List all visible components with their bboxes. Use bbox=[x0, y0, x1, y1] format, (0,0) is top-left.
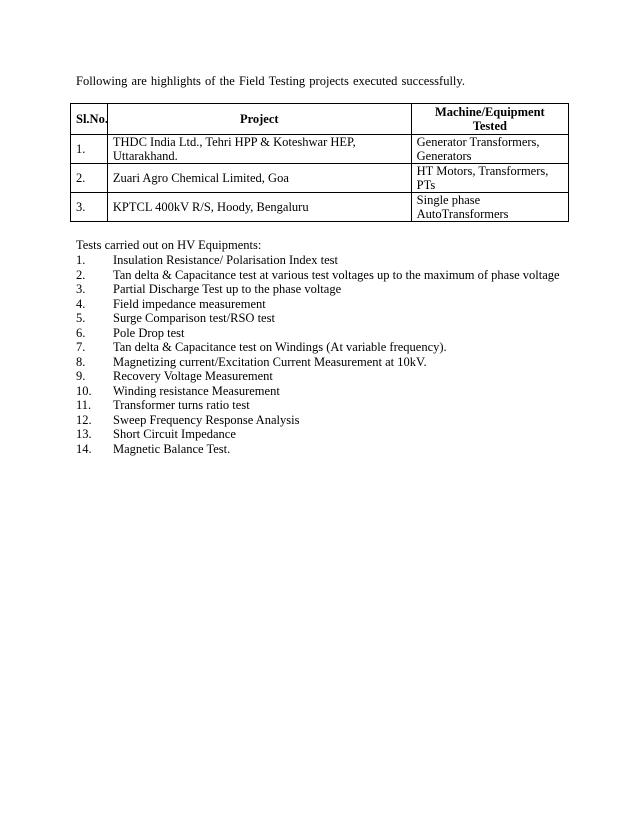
cell-sl-no: 2. bbox=[71, 164, 108, 193]
list-item bbox=[76, 427, 560, 442]
list-item-number: 3. bbox=[76, 282, 86, 296]
cell-project: THDC India Ltd., Tehri HPP & Koteshwar HEP, Uttarakhand. bbox=[107, 135, 411, 164]
list-item bbox=[76, 268, 560, 283]
header-machine-line1: Machine/Equipment bbox=[434, 105, 545, 119]
header-machine-equipment bbox=[411, 104, 568, 135]
cell-project: Zuari Agro Chemical Limited, Goa bbox=[107, 164, 411, 193]
list-item-text: Magnetizing current/Excitation Current Measurement at 10kV. bbox=[113, 354, 427, 369]
header-project: Project bbox=[107, 104, 411, 135]
list-item-text: Tan delta & Capacitance test on Windings (At variable frequency). bbox=[113, 340, 447, 354]
list-item-number: 5. bbox=[76, 311, 86, 325]
cell-sl-no: 3. bbox=[71, 193, 108, 222]
cell-project: KPTCL 400kV R/S, Hoody, Bengaluru bbox=[107, 193, 411, 222]
header-sl-no: Sl.No. bbox=[71, 104, 108, 135]
list-item-number: 13. bbox=[76, 427, 92, 441]
tests-list bbox=[76, 253, 560, 456]
list-item bbox=[76, 326, 560, 341]
list-item bbox=[76, 398, 560, 413]
intro-text: Following are highlights of the Field Testing projects executed successfully. bbox=[76, 74, 465, 88]
cell-machine: Generator Transformers, Generators bbox=[411, 135, 568, 164]
list-item bbox=[76, 253, 560, 268]
list-item-number: 4. bbox=[76, 296, 86, 311]
list-item-text: Sweep Frequency Response Analysis bbox=[113, 412, 300, 427]
list-item-number: 2. bbox=[76, 267, 86, 282]
cell-machine: Single phase AutoTransformers bbox=[411, 193, 568, 222]
list-item-text: Winding resistance Measurement bbox=[113, 383, 280, 398]
cell-sl-no: 1. bbox=[71, 135, 108, 164]
list-item-text: Surge Comparison test/RSO test bbox=[113, 311, 275, 325]
list-item-number: 12. bbox=[76, 412, 92, 427]
list-item-number: 14. bbox=[76, 441, 92, 456]
header-machine-line2: Tested bbox=[472, 119, 507, 133]
list-item-text: Transformer turns ratio test bbox=[113, 398, 250, 412]
tests-heading: Tests carried out on HV Equipments: bbox=[76, 238, 262, 252]
projects-table bbox=[70, 103, 569, 222]
list-item-text: Field impedance measurement bbox=[113, 296, 266, 311]
list-item bbox=[76, 355, 560, 370]
list-item-text: Partial Discharge Test up to the phase voltage bbox=[113, 282, 342, 296]
list-item-number: 9. bbox=[76, 369, 86, 383]
cell-machine: HT Motors, Transformers, PTs bbox=[411, 164, 568, 193]
table-row bbox=[71, 164, 569, 193]
list-item bbox=[76, 413, 560, 428]
table-row bbox=[71, 135, 569, 164]
list-item bbox=[76, 282, 560, 297]
list-item bbox=[76, 340, 560, 355]
list-item-number: 6. bbox=[76, 325, 86, 340]
table-header-row bbox=[71, 104, 569, 135]
list-item-text: Tan delta & Capacitance test at various test voltages up to the maximum of phase voltage bbox=[113, 267, 560, 282]
list-item-text: Insulation Resistance/ Polarisation Index test bbox=[113, 253, 338, 267]
list-item-number: 1. bbox=[76, 253, 86, 267]
list-item-text: Short Circuit Impedance bbox=[113, 427, 236, 441]
list-item-text: Pole Drop test bbox=[113, 325, 185, 340]
list-item-number: 11. bbox=[76, 398, 92, 412]
list-item-number: 8. bbox=[76, 354, 86, 369]
list-item-text: Magnetic Balance Test. bbox=[113, 441, 231, 456]
list-item bbox=[76, 311, 560, 326]
table-row bbox=[71, 193, 569, 222]
list-item-number: 7. bbox=[76, 340, 86, 354]
list-item bbox=[76, 297, 560, 312]
list-item bbox=[76, 384, 560, 399]
list-item bbox=[76, 442, 560, 457]
list-item-text: Recovery Voltage Measurement bbox=[113, 369, 273, 383]
list-item-number: 10. bbox=[76, 383, 92, 398]
list-item bbox=[76, 369, 560, 384]
